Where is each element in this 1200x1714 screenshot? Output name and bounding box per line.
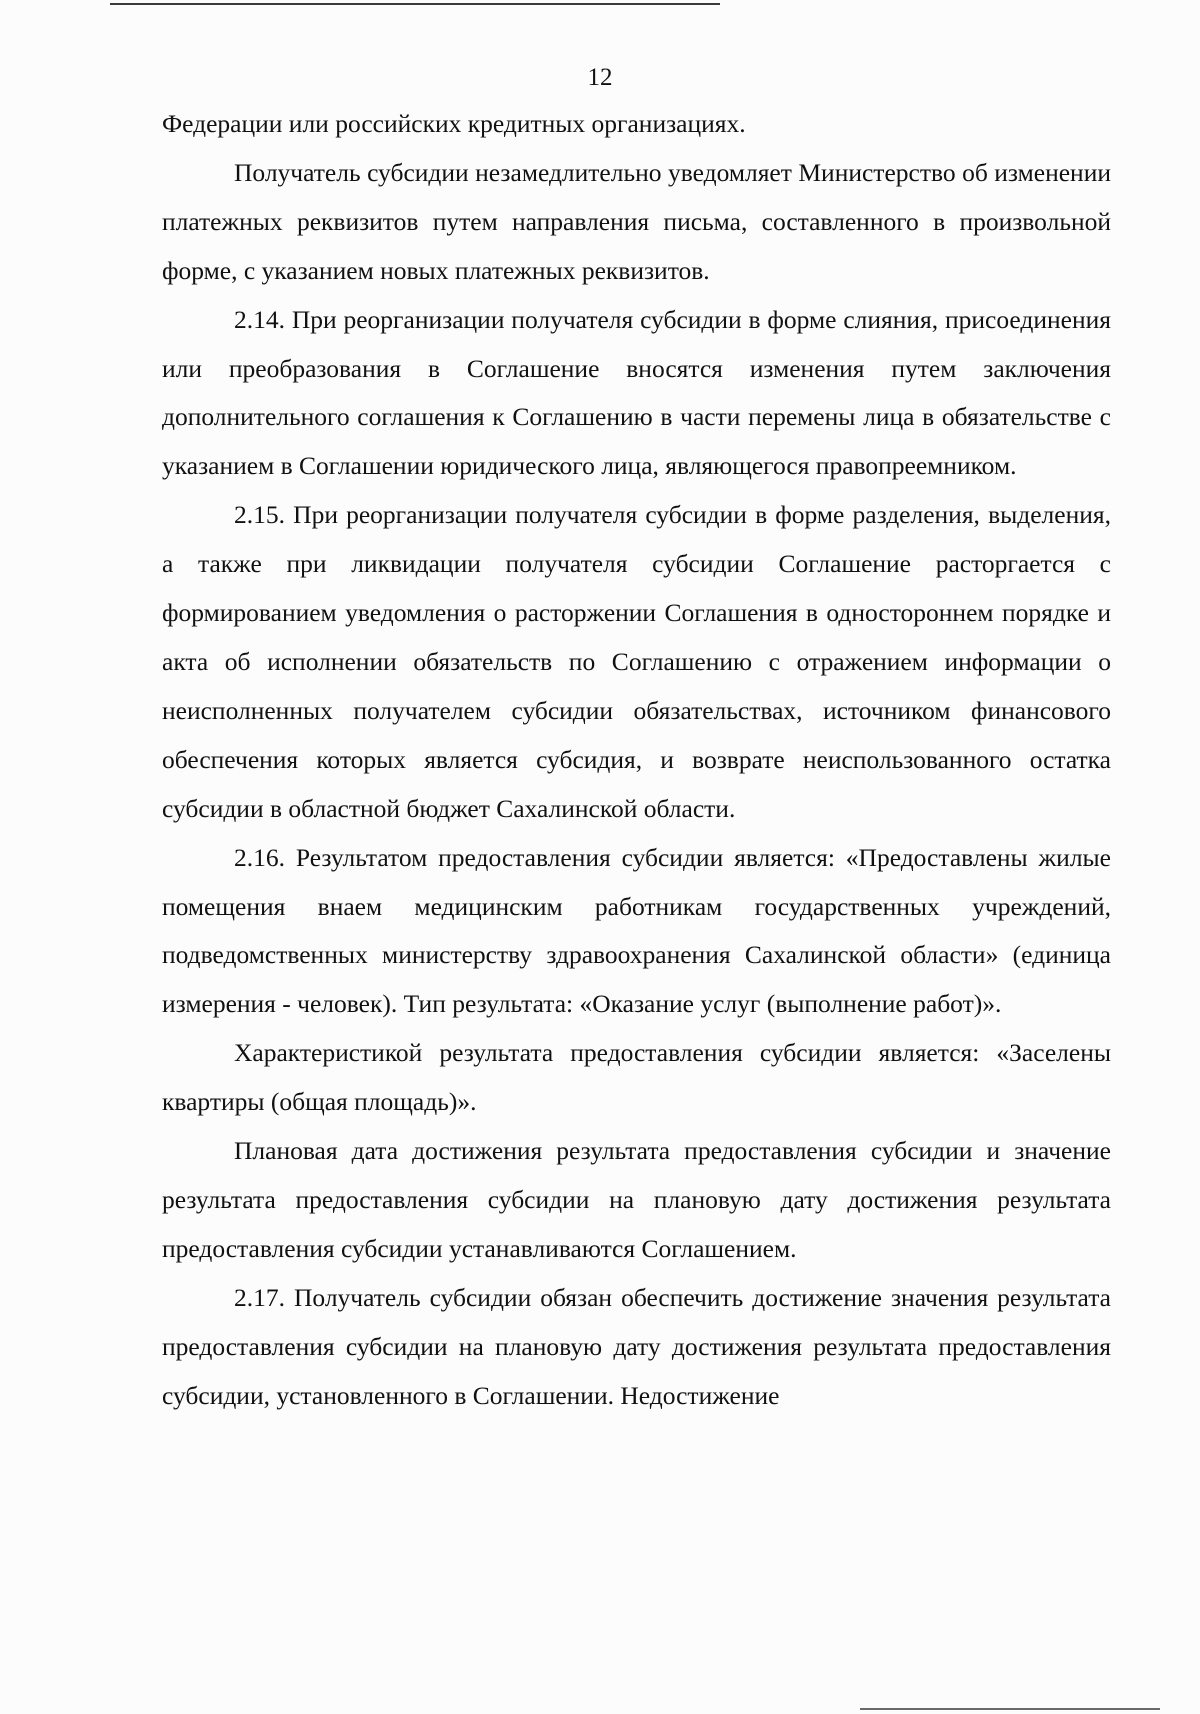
paragraph-2-15: 2.15. При реорганизации получателя субсидии в форме разделения, выделения, а также при ликвидации получателя субсидии Соглашение расторгается с формированием уведомления о расторжении Соглашения в одностороннем порядке и акта об исполнении обязательств по Соглашению с отражением информации о неисполненных получателем субсидии обязательствах, источником финансового обеспечения которых является субсидия, и возврате неиспользованного остатка субсидии в областной бюджет Сахалинской области. [162,500,1111,823]
paragraph: Получатель субсидии незамедлительно уведомляет Министерство об изменении платежных реквизитов путем направления письма, составленного в произвольной форме, с указанием новых платежных реквизитов. [162,157,1111,285]
page-number: 12 [587,64,613,91]
document-body [162,100,1111,1420]
paragraph: Плановая дата достижения результата предоставления субсидии и значение результата предоставления субсидии на плановую дату достижения результата предоставления субсидии устанавливаются Соглашением. [162,1136,1111,1263]
paragraph: Федерации или российских кредитных организациях. [162,109,746,138]
paragraph-2-16: 2.16. Результатом предоставления субсидии является: «Предоставлены жилые помещения внаем медицинским работникам государственных учреждений, подведомственных министерству здравоохранения Сахалинской области» (единица измерения - человек). Тип результата: «Оказание услуг (выполнение работ)». [162,842,1111,1019]
paragraph: Характеристикой результата предоставления субсидии является: «Заселены квартиры (общая площадь)». [162,1038,1111,1117]
scan-edge-line-bottom [860,1708,1160,1710]
paragraph-2-17: 2.17. Получатель субсидии обязан обеспечить достижение значения результата предоставления субсидии на плановую дату достижения результата предоставления субсидии, установленного в Соглашении. Недостижение [162,1282,1111,1410]
scan-edge-line-top [110,3,720,5]
paragraph-2-14: 2.14. При реорганизации получателя субсидии в форме слияния, присоединения или преобразования в Соглашение вносятся изменения путем заключения дополнительного соглашения к Соглашению в части перемены лица в обязательстве с указанием в Соглашении юридического лица, являющегося правопреемником. [162,304,1111,481]
